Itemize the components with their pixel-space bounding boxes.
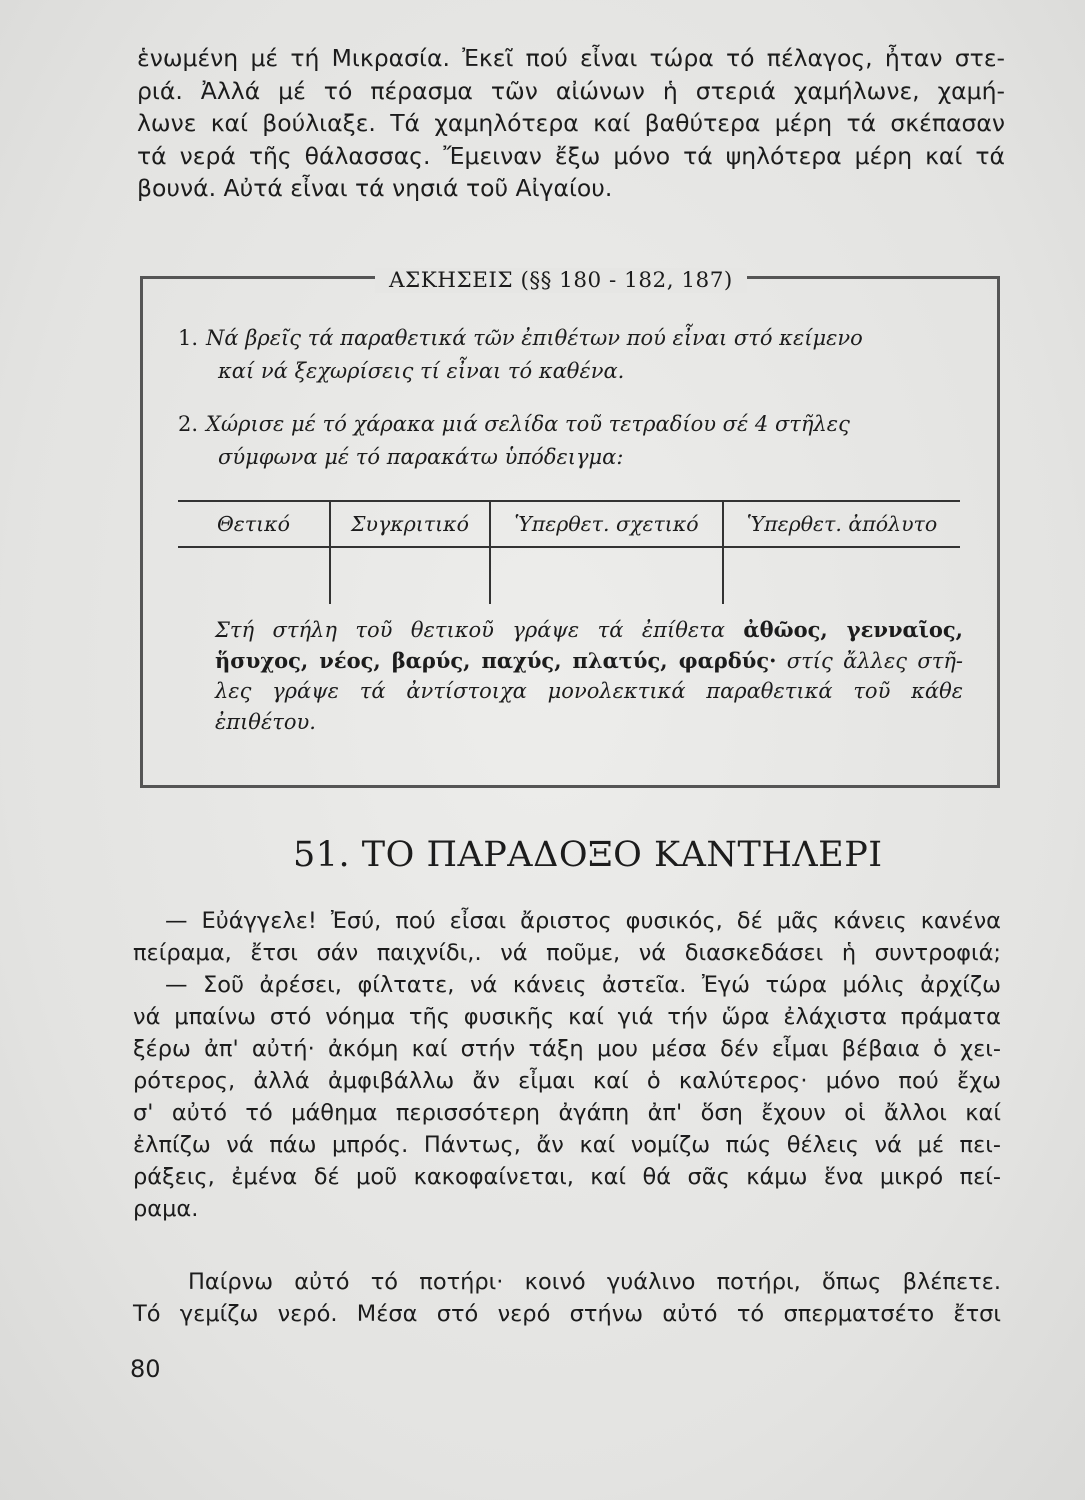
text-line: λωνε καί βούλιαξε. Τά χαμηλότερα καί βαθύτερα μέρη τά σκέπασαν — [137, 109, 1005, 137]
degrees-table — [178, 500, 960, 604]
page-number: 80 — [130, 1355, 161, 1383]
dialogue-paragraph — [133, 905, 1001, 1225]
chapter-title: 51. ΤΟ ΠΑΡΑΔΟΞΟ ΚΑΝΤΗΛΕΡΙ — [293, 835, 883, 875]
table-cell — [490, 547, 723, 604]
intro-paragraph — [137, 42, 1005, 205]
exercise-number: 2. — [178, 412, 199, 436]
text-line: ριά. Ἀλλά μέ τό πέρασμα τῶν αἰώνων ἡ στεριά χαμήλωνε, χαμή- — [137, 76, 1005, 105]
table-header-relative-superlative: Ὑπερθετ. σχετικό — [490, 501, 723, 547]
exercise-text: Νά βρεῖς τά παραθετικά τῶν ἐπιθέτων πού εἶναι στό κείμενο — [206, 326, 863, 350]
exercise-text: Χώρισε μέ τό χάρακα μιά σελίδα τοῦ τετραδίου σέ 4 στῆλες — [206, 412, 850, 436]
text-line: τά νερά τῆς θάλασσας. Ἔμειναν ἔξω μόνο τά ψηλότερα μέρη καί τά — [137, 141, 1005, 170]
table-cell — [723, 547, 960, 604]
text-line: ρότερος, ἀλλά ἀμφιβάλλω ἄν εἶμαι καί ὁ καλύτερος· μόνο πού ἔχω — [133, 1068, 1001, 1094]
text-line: σ' αὐτό τό μάθημα περισσότερη ἀγάπη ἀπ' ὅση ἔχουν οἱ ἄλλοι καί — [133, 1100, 1001, 1126]
table-header-positive: Θετικό — [178, 501, 330, 547]
exercise-item-2 — [178, 408, 968, 474]
exercise-number: 1. — [178, 326, 199, 350]
text-line: — Εὐάγγελε! Ἐσύ, πού εἶσαι ἄριστος φυσικός, δέ μᾶς κάνεις κανένα — [165, 908, 1001, 934]
text-line: — Σοῦ ἀρέσει, φίλτατε, νά κάνεις ἀστεῖα. Ἐγώ τώρα μόλις ἀρχίζω — [165, 972, 1001, 998]
instruction-text: λες γράψε τά ἀντίστοιχα μονολεκτικά παραθετικά τοῦ κάθε — [215, 679, 963, 703]
body-paragraph — [133, 1266, 1001, 1330]
table-header-absolute-superlative: Ὑπερθετ. ἀπόλυτο — [723, 501, 960, 547]
exercise-item-1 — [178, 322, 968, 388]
text-line: βουνά. Αὐτά εἶναι τά νησιά τοῦ Αἰγαίου. — [137, 174, 613, 202]
text-line: Παίρνω αὐτό τό ποτήρι· κοινό γυάλινο ποτήρι, ὅπως βλέπετε. — [188, 1269, 1001, 1295]
text-line: Τό γεμίζω νερό. Μέσα στό νερό στήνω αὐτό τό σπερματσέτο ἔτσι — [133, 1301, 1001, 1327]
exercise-instruction — [215, 615, 963, 737]
exercise-text: καί νά ξεχωρίσεις τί εἶναι τό καθένα. — [218, 359, 625, 383]
text-line: ραμα. — [133, 1196, 199, 1222]
instruction-bold: ἥσυχος, νέος, βαρύς, παχύς, πλατύς, φαρδύς· — [215, 647, 777, 673]
instruction-bold: ἀθῶος, γενναῖος, — [743, 617, 963, 642]
instruction-text: ἐπιθέτου. — [215, 709, 316, 734]
table-cell — [330, 547, 490, 604]
text-line: νά μπαίνω στό νόημα τῆς φυσικῆς καί γιά τήν ὥρα ἐλάχιστα πράματα — [133, 1004, 1001, 1030]
exercises-title: ΑΣΚΗΣΕΙΣ (§§ 180 - 182, 187) — [375, 268, 747, 293]
text-line: ράξεις, ἐμένα δέ μοῦ κακοφαίνεται, καί θά σᾶς κάμω ἕνα μικρό πεί- — [133, 1164, 1001, 1190]
exercise-text: σύμφωνα μέ τό παρακάτω ὑπόδειγμα: — [218, 445, 624, 469]
text-line: ἐλπίζω νά πάω μπρός. Πάντως, ἄν καί νομίζω πώς θέλεις νά μέ πει- — [133, 1132, 1001, 1158]
text-line: ξέρω ἀπ' αὐτή· ἀκόμη καί στήν τάξη μου μέσα δέν εἶμαι βέβαια ὁ χει- — [133, 1036, 1001, 1062]
table-header-comparative: Συγκριτικό — [330, 501, 490, 547]
instruction-text: Στή στήλη τοῦ θετικοῦ γράψε τά ἐπίθετα — [215, 618, 744, 642]
table-cell — [178, 547, 330, 604]
text-line: ἑνωμένη μέ τή Μικρασία. Ἐκεῖ πού εἶναι τώρα τό πέλαγος, ἦταν στε- — [137, 44, 1005, 72]
instruction-text: στίς ἄλλες στῆ- — [776, 648, 964, 673]
text-line: πείραμα, ἔτσι σάν παιχνίδι,. νά ποῦμε, νά διασκεδάσει ἡ συντροφιά; — [133, 940, 1001, 966]
